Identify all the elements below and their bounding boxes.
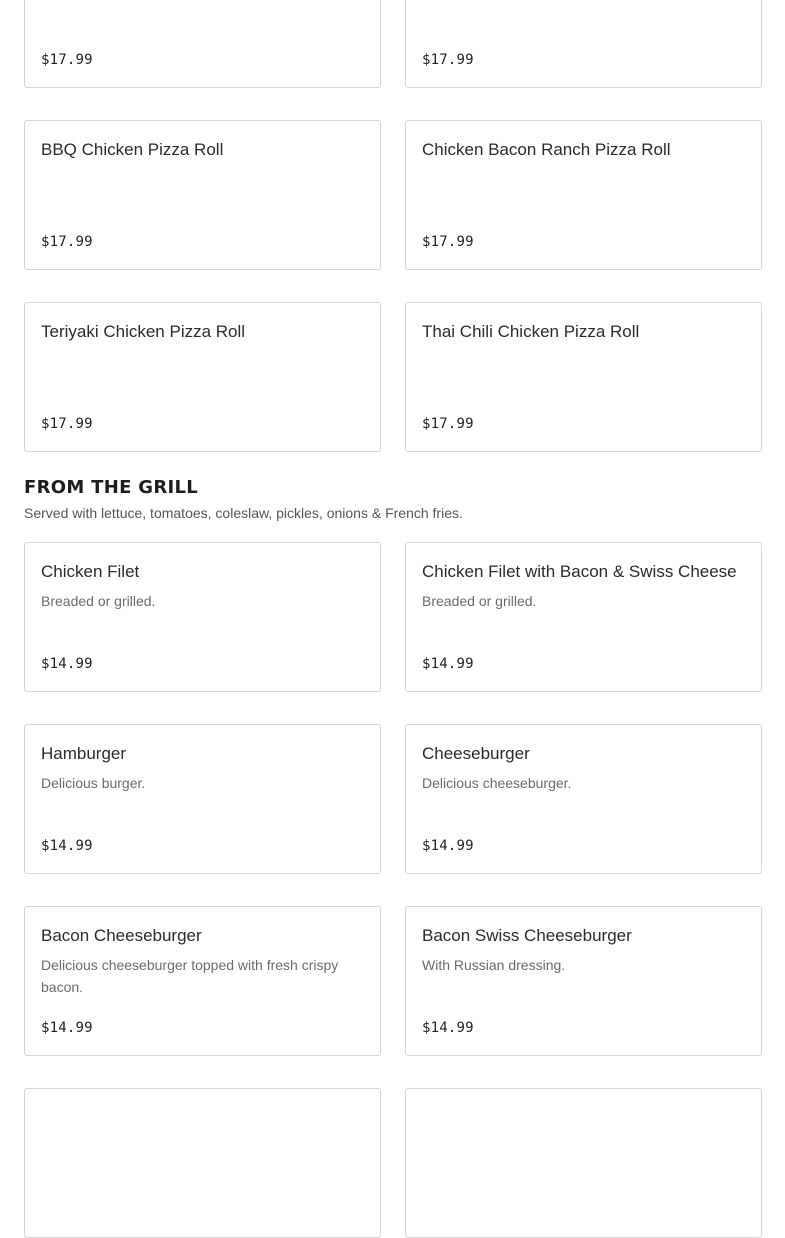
- item-name: Teriyaki Chicken Pizza Roll: [41, 322, 246, 341]
- item-name: Chicken Filet with Bacon & Swiss Cheese: [422, 562, 737, 581]
- item-name: Hamburger: [41, 744, 127, 763]
- menu-item-card[interactable]: [405, 0, 762, 88]
- item-name: Bacon Cheeseburger: [41, 926, 202, 945]
- item-price: $14.99: [422, 656, 474, 672]
- menu-item-card[interactable]: [24, 1088, 381, 1238]
- item-price: $17.99: [41, 52, 93, 68]
- menu-item-card[interactable]: [24, 542, 381, 692]
- item-price: $17.99: [422, 234, 474, 250]
- menu-item-card[interactable]: [24, 906, 381, 1056]
- item-price: $14.99: [41, 1020, 93, 1036]
- item-name: Chicken Filet: [41, 562, 140, 581]
- item-price: $14.99: [41, 838, 93, 854]
- item-name: Cheeseburger: [422, 744, 530, 763]
- section-title: FROM THE GRILL: [24, 477, 199, 498]
- menu-item-card[interactable]: [24, 724, 381, 874]
- item-description: Delicious cheeseburger.: [422, 775, 572, 791]
- item-price: $14.99: [422, 1020, 474, 1036]
- menu-item-card[interactable]: [24, 0, 381, 88]
- item-price: $14.99: [41, 656, 93, 672]
- item-name: BBQ Chicken Pizza Roll: [41, 140, 224, 159]
- item-description: Breaded or grilled.: [41, 593, 156, 609]
- menu-item-card[interactable]: [405, 542, 762, 692]
- menu-item-card[interactable]: [24, 302, 381, 452]
- item-price: $14.99: [422, 838, 474, 854]
- item-description: With Russian dressing.: [422, 957, 566, 973]
- item-description: Delicious cheeseburger topped with fresh crispy bacon.: [41, 957, 339, 995]
- item-description: Breaded or grilled.: [422, 593, 537, 609]
- menu-item-card[interactable]: [405, 302, 762, 452]
- menu-item-card[interactable]: [405, 1088, 762, 1238]
- item-price: $17.99: [41, 416, 93, 432]
- menu-item-card[interactable]: [405, 724, 762, 874]
- item-price: $17.99: [422, 416, 474, 432]
- item-description: Delicious burger.: [41, 775, 146, 791]
- menu-item-card[interactable]: [405, 120, 762, 270]
- item-name: Bacon Swiss Cheeseburger: [422, 926, 632, 945]
- item-price: $17.99: [41, 234, 93, 250]
- item-name: Chicken Bacon Ranch Pizza Roll: [422, 140, 671, 159]
- section-description: Served with lettuce, tomatoes, coleslaw, pickles, onions & French fries.: [24, 505, 463, 521]
- menu-item-card[interactable]: [24, 120, 381, 270]
- item-price: $17.99: [422, 52, 474, 68]
- item-name: Thai Chili Chicken Pizza Roll: [422, 322, 640, 341]
- menu-item-card[interactable]: [405, 906, 762, 1056]
